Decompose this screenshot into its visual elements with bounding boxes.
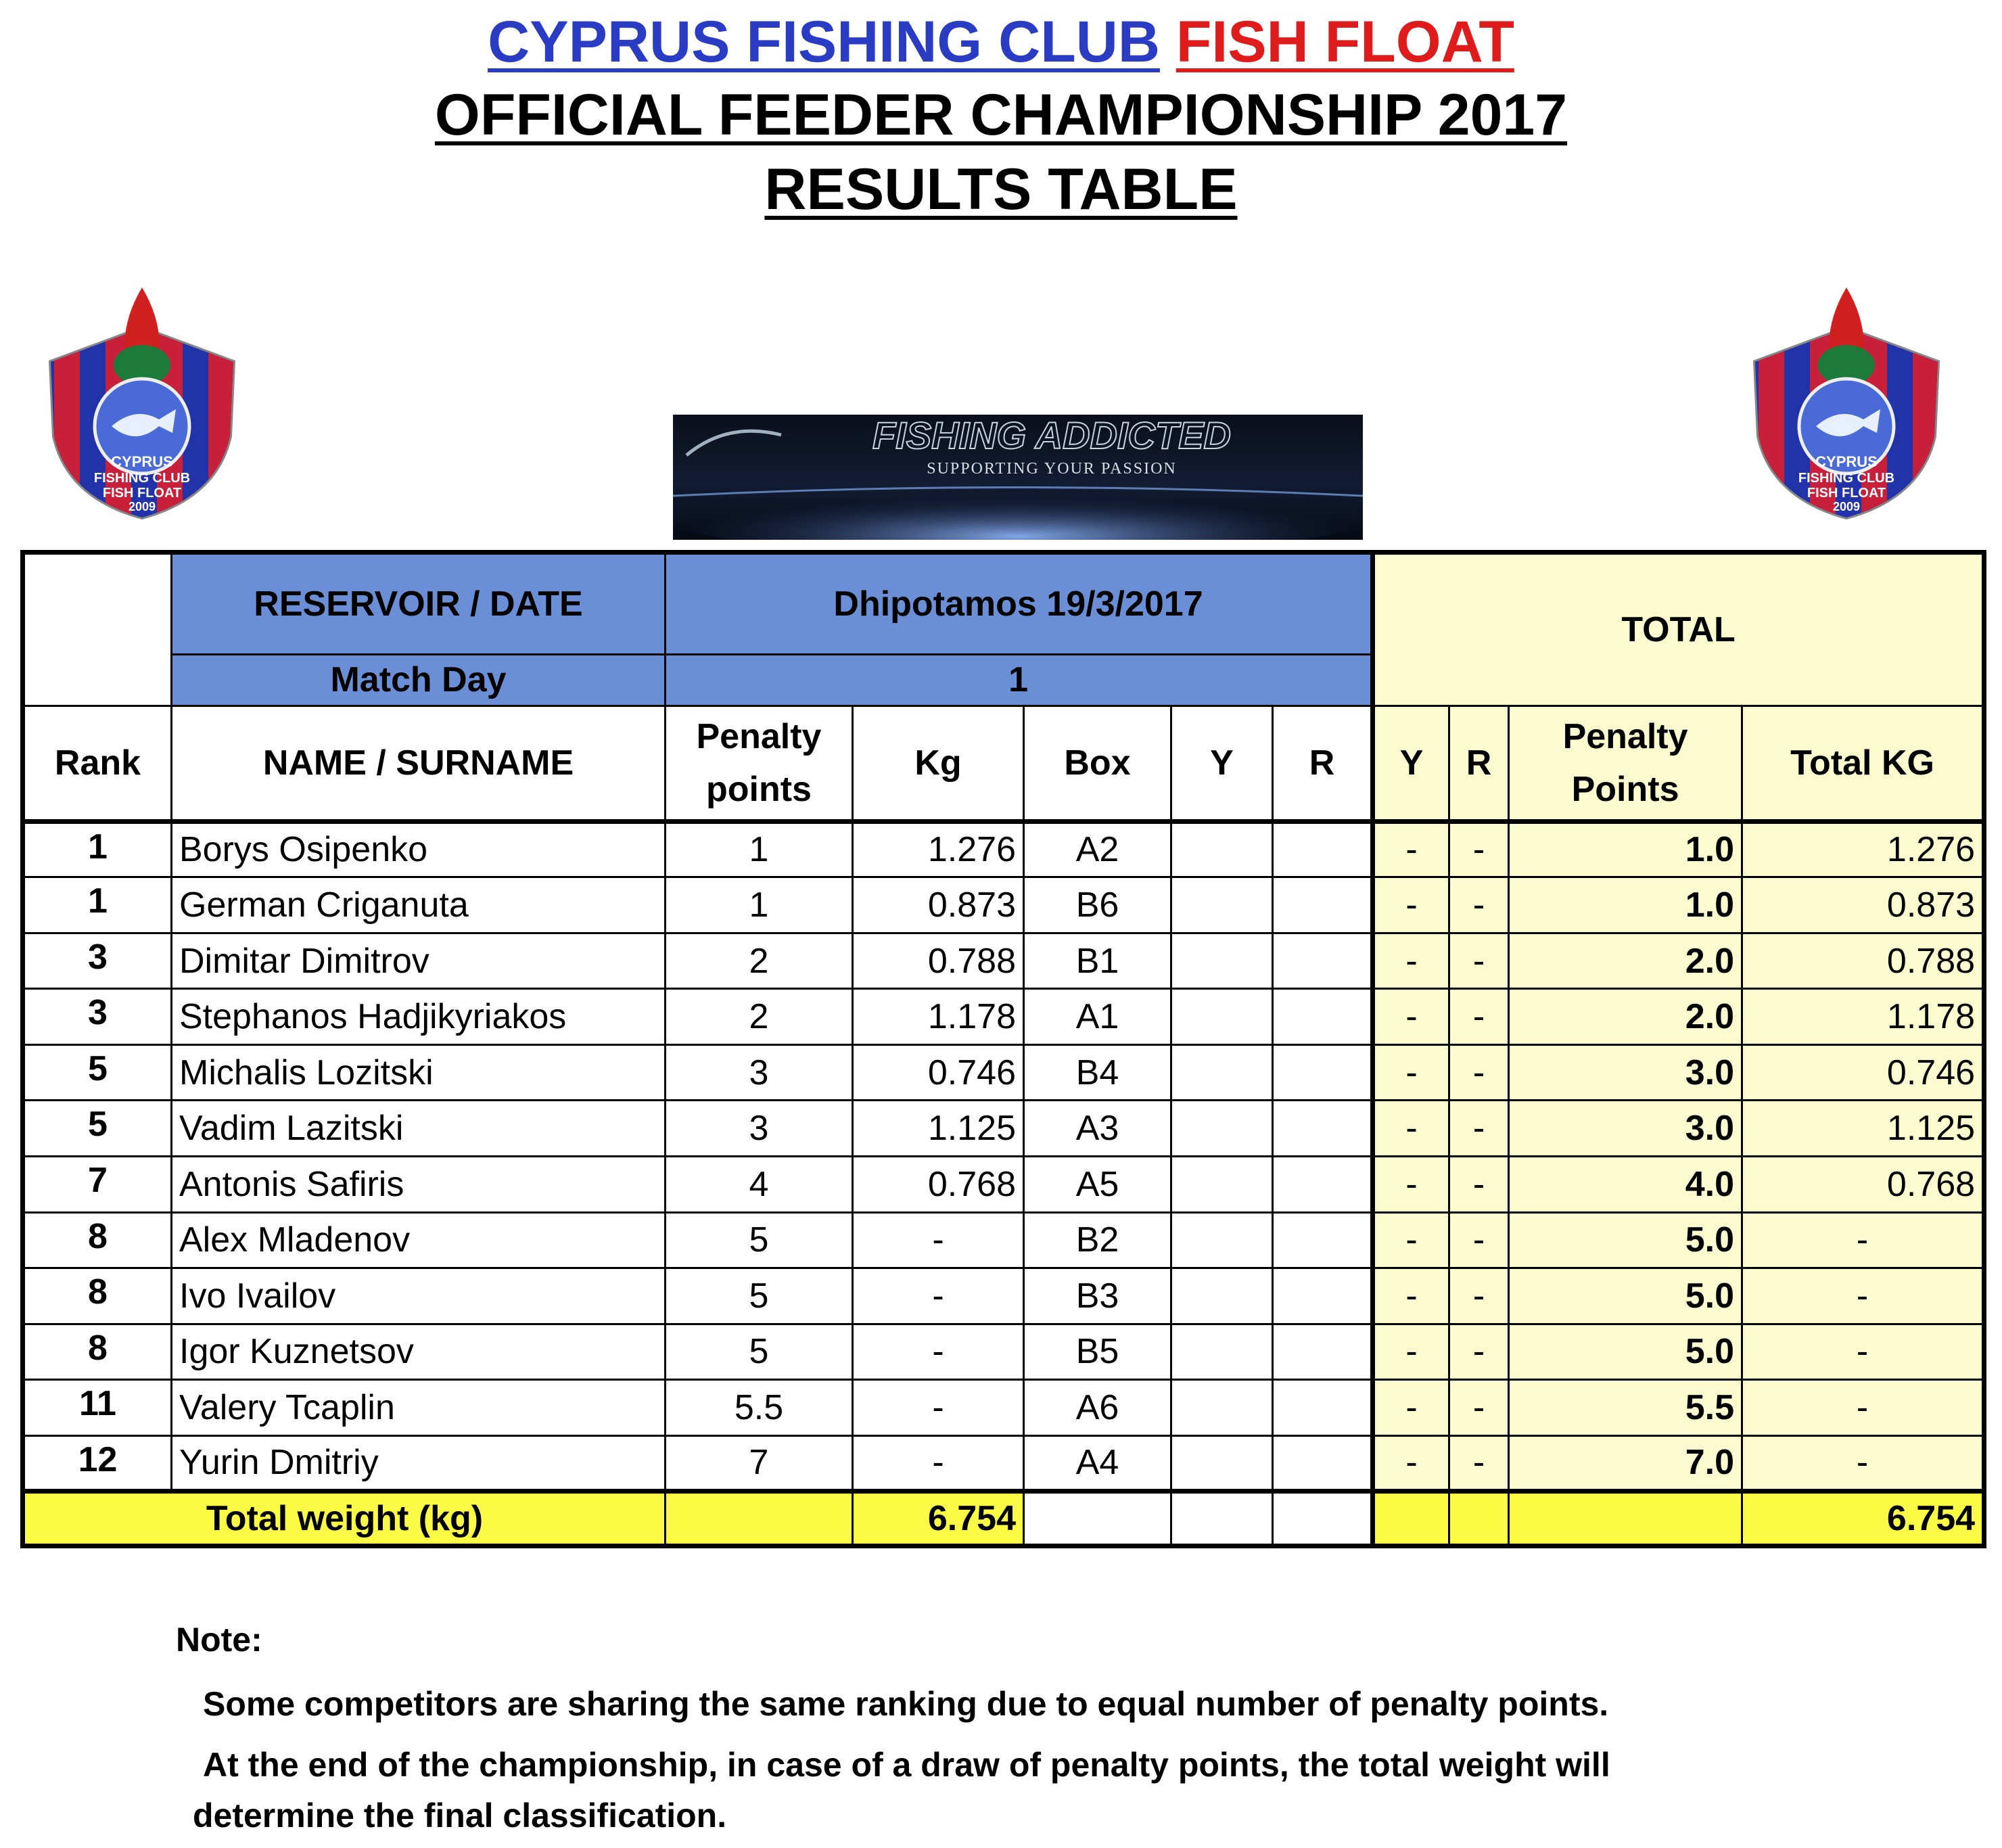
cell-penalty: 7 bbox=[666, 1435, 853, 1492]
logo-left-year: 2009 bbox=[128, 500, 156, 513]
cell-r bbox=[1273, 1435, 1373, 1492]
cell-total-kg: 0.768 bbox=[1742, 1156, 1984, 1212]
col-penalty-line1: Penalty bbox=[696, 716, 822, 756]
cell-r bbox=[1273, 1212, 1373, 1268]
column-header-row bbox=[23, 706, 1984, 821]
table-row bbox=[23, 821, 1984, 877]
cell-kg: - bbox=[853, 1380, 1024, 1436]
cell-r bbox=[1273, 1380, 1373, 1436]
cell-r bbox=[1273, 1324, 1373, 1380]
col-total-y: Y bbox=[1373, 706, 1449, 821]
cell-total-kg: - bbox=[1742, 1212, 1984, 1268]
cell-rank: 11 bbox=[23, 1380, 172, 1436]
cell-total-kg: - bbox=[1742, 1268, 1984, 1324]
cell-penalty: 3 bbox=[666, 1044, 853, 1101]
total-weight-blank bbox=[1171, 1492, 1273, 1546]
club-logo-left bbox=[41, 281, 243, 524]
cell-r bbox=[1273, 877, 1373, 933]
cell-total-penalty: 5.0 bbox=[1509, 1212, 1742, 1268]
cell-name: German Criganuta bbox=[172, 877, 666, 933]
cell-y bbox=[1171, 1044, 1273, 1101]
col-box: Box bbox=[1024, 706, 1171, 821]
cell-name: Vadim Lazitski bbox=[172, 1101, 666, 1157]
cell-y bbox=[1171, 1268, 1273, 1324]
cell-penalty: 5 bbox=[666, 1324, 853, 1380]
table-row bbox=[23, 1324, 1984, 1380]
table-row bbox=[23, 1044, 1984, 1101]
cell-box: A1 bbox=[1024, 989, 1171, 1045]
cell-total-r: - bbox=[1449, 1324, 1509, 1380]
cell-penalty: 1 bbox=[666, 821, 853, 877]
table-row bbox=[23, 1212, 1984, 1268]
logo-right-line3: FISH FLOAT bbox=[1807, 486, 1886, 501]
banner-tagline: SUPPORTING YOUR PASSION bbox=[927, 460, 1177, 478]
cell-y bbox=[1171, 1324, 1273, 1380]
cell-name: Stephanos Hadjikyriakos bbox=[172, 989, 666, 1045]
col-y: Y bbox=[1171, 706, 1273, 821]
cell-box: B2 bbox=[1024, 1212, 1171, 1268]
cell-rank: 5 bbox=[23, 1101, 172, 1157]
cell-total-r: - bbox=[1449, 1212, 1509, 1268]
cell-total-penalty: 5.0 bbox=[1509, 1324, 1742, 1380]
cell-total-penalty: 3.0 bbox=[1509, 1101, 1742, 1157]
col-penalty-line2: points bbox=[706, 769, 812, 809]
cell-total-y: - bbox=[1373, 1101, 1449, 1157]
cell-penalty: 2 bbox=[666, 989, 853, 1045]
sponsor-banner bbox=[673, 415, 1363, 540]
cell-total-y: - bbox=[1373, 1156, 1449, 1212]
header-row-reservoir bbox=[23, 553, 1984, 655]
table-row bbox=[23, 1268, 1984, 1324]
total-weight-blank bbox=[666, 1492, 853, 1546]
cell-total-penalty: 5.5 bbox=[1509, 1380, 1742, 1436]
cell-total-r: - bbox=[1449, 1380, 1509, 1436]
col-total-penalty-line1: Penalty bbox=[1562, 716, 1688, 756]
col-total-kg: Total KG bbox=[1742, 706, 1984, 821]
cell-name: Borys Osipenko bbox=[172, 821, 666, 877]
cell-r bbox=[1273, 989, 1373, 1045]
table-row bbox=[23, 933, 1984, 989]
cell-kg: 1.178 bbox=[853, 989, 1024, 1045]
club-title bbox=[0, 7, 2002, 77]
cell-total-penalty: 2.0 bbox=[1509, 989, 1742, 1045]
cell-rank: 1 bbox=[23, 877, 172, 933]
cell-kg: 0.746 bbox=[853, 1044, 1024, 1101]
table-row bbox=[23, 1156, 1984, 1212]
cell-box: B5 bbox=[1024, 1324, 1171, 1380]
cell-rank: 1 bbox=[23, 821, 172, 877]
cell-total-kg: 0.873 bbox=[1742, 877, 1984, 933]
cell-kg: - bbox=[853, 1268, 1024, 1324]
cell-total-r: - bbox=[1449, 1101, 1509, 1157]
cell-rank: 12 bbox=[23, 1435, 172, 1492]
col-penalty bbox=[666, 706, 853, 821]
cell-name: Antonis Safiris bbox=[172, 1156, 666, 1212]
total-weight-total-kg: 6.754 bbox=[1742, 1492, 1984, 1546]
logo-left-line1: CYPRUS bbox=[111, 453, 173, 470]
cell-name: Alex Mladenov bbox=[172, 1212, 666, 1268]
cell-name: Valery Tcaplin bbox=[172, 1380, 666, 1436]
note-heading: Note: bbox=[176, 1621, 262, 1659]
cell-kg: - bbox=[853, 1324, 1024, 1380]
club-logo-right bbox=[1745, 281, 1948, 524]
cell-penalty: 5.5 bbox=[666, 1380, 853, 1436]
cell-r bbox=[1273, 933, 1373, 989]
table-row bbox=[23, 989, 1984, 1045]
logo-left-line3: FISH FLOAT bbox=[102, 486, 182, 501]
cell-total-kg: 0.788 bbox=[1742, 933, 1984, 989]
cell-name: Yurin Dmitriy bbox=[172, 1435, 666, 1492]
total-weight-blank bbox=[1273, 1492, 1373, 1546]
cell-kg: 1.125 bbox=[853, 1101, 1024, 1157]
col-total-penalty-line2: Points bbox=[1571, 769, 1679, 809]
cell-total-r: - bbox=[1449, 933, 1509, 989]
cell-total-y: - bbox=[1373, 877, 1449, 933]
cell-total-r: - bbox=[1449, 1156, 1509, 1212]
logo-right-line2: FISHING CLUB bbox=[1798, 471, 1895, 486]
results-subtitle: RESULTS TABLE bbox=[764, 157, 1238, 222]
cell-name: Igor Kuznetsov bbox=[172, 1324, 666, 1380]
cell-y bbox=[1171, 1212, 1273, 1268]
cell-r bbox=[1273, 1268, 1373, 1324]
total-weight-blank bbox=[1509, 1492, 1742, 1546]
col-total-r: R bbox=[1449, 706, 1509, 821]
cell-name: Ivo Ivailov bbox=[172, 1268, 666, 1324]
cell-penalty: 1 bbox=[666, 877, 853, 933]
cell-total-penalty: 1.0 bbox=[1509, 821, 1742, 877]
cell-penalty: 4 bbox=[666, 1156, 853, 1212]
logo-right-year: 2009 bbox=[1832, 500, 1861, 513]
cell-total-kg: 1.125 bbox=[1742, 1101, 1984, 1157]
results-table bbox=[20, 550, 1986, 1548]
col-name: NAME / SURNAME bbox=[172, 706, 666, 821]
total-weight-row bbox=[23, 1492, 1984, 1546]
cell-total-r: - bbox=[1449, 821, 1509, 877]
championship-name: OFFICIAL FEEDER CHAMPIONSHIP 2017 bbox=[434, 83, 1568, 147]
note-line-2: At the end of the championship, in case of a draw of penalty points, the total weight will bbox=[203, 1746, 1610, 1784]
cell-penalty: 5 bbox=[666, 1212, 853, 1268]
cell-y bbox=[1171, 1156, 1273, 1212]
col-rank: Rank bbox=[23, 706, 172, 821]
cell-rank: 8 bbox=[23, 1212, 172, 1268]
cell-r bbox=[1273, 1044, 1373, 1101]
championship-title bbox=[0, 80, 2002, 150]
cell-box: A6 bbox=[1024, 1380, 1171, 1436]
cell-kg: 0.768 bbox=[853, 1156, 1024, 1212]
note-line-3: determine the final classification. bbox=[193, 1797, 727, 1834]
cell-penalty: 2 bbox=[666, 933, 853, 989]
cell-penalty: 3 bbox=[666, 1101, 853, 1157]
cell-total-y: - bbox=[1373, 989, 1449, 1045]
col-total-penalty bbox=[1509, 706, 1742, 821]
table-row bbox=[23, 1101, 1984, 1157]
rank-header-spacer bbox=[23, 553, 172, 706]
cell-total-y: - bbox=[1373, 1380, 1449, 1436]
total-weight-kg: 6.754 bbox=[853, 1492, 1024, 1546]
cell-total-kg: 1.276 bbox=[1742, 821, 1984, 877]
cell-total-y: - bbox=[1373, 1212, 1449, 1268]
cell-total-y: - bbox=[1373, 821, 1449, 877]
cell-kg: - bbox=[853, 1212, 1024, 1268]
cell-r bbox=[1273, 1156, 1373, 1212]
cell-r bbox=[1273, 1101, 1373, 1157]
cell-kg: - bbox=[853, 1435, 1024, 1492]
cell-total-penalty: 3.0 bbox=[1509, 1044, 1742, 1101]
cell-kg: 0.788 bbox=[853, 933, 1024, 989]
club-suffix: FISH FLOAT bbox=[1175, 9, 1514, 74]
cell-total-penalty: 7.0 bbox=[1509, 1435, 1742, 1492]
cell-y bbox=[1171, 1101, 1273, 1157]
cell-total-r: - bbox=[1449, 1435, 1509, 1492]
reservoir-label: RESERVOIR / DATE bbox=[172, 553, 666, 655]
cell-total-kg: - bbox=[1742, 1435, 1984, 1492]
cell-total-penalty: 2.0 bbox=[1509, 933, 1742, 989]
cell-name: Dimitar Dimitrov bbox=[172, 933, 666, 989]
cell-total-r: - bbox=[1449, 989, 1509, 1045]
cell-rank: 5 bbox=[23, 1044, 172, 1101]
cell-y bbox=[1171, 1435, 1273, 1492]
club-name: CYPRUS FISHING CLUB bbox=[488, 9, 1160, 74]
cell-total-kg: 0.746 bbox=[1742, 1044, 1984, 1101]
banner-brand: FISHING ADDICTED bbox=[872, 415, 1231, 457]
cell-total-kg: - bbox=[1742, 1324, 1984, 1380]
cell-kg: 1.276 bbox=[853, 821, 1024, 877]
table-row bbox=[23, 1435, 1984, 1492]
total-weight-blank bbox=[1024, 1492, 1171, 1546]
table-row bbox=[23, 1380, 1984, 1436]
results-title bbox=[0, 154, 2002, 225]
cell-rank: 8 bbox=[23, 1324, 172, 1380]
cell-y bbox=[1171, 877, 1273, 933]
matchday-label: Match Day bbox=[172, 655, 666, 706]
total-header: TOTAL bbox=[1373, 553, 1984, 706]
cell-box: A4 bbox=[1024, 1435, 1171, 1492]
matchday-value: 1 bbox=[666, 655, 1373, 706]
col-kg: Kg bbox=[853, 706, 1024, 821]
cell-total-penalty: 5.0 bbox=[1509, 1268, 1742, 1324]
cell-total-r: - bbox=[1449, 1044, 1509, 1101]
cell-name: Michalis Lozitski bbox=[172, 1044, 666, 1101]
table-row bbox=[23, 877, 1984, 933]
cell-total-penalty: 1.0 bbox=[1509, 877, 1742, 933]
cell-y bbox=[1171, 1380, 1273, 1436]
cell-y bbox=[1171, 933, 1273, 989]
cell-total-kg: - bbox=[1742, 1380, 1984, 1436]
logo-left-line2: FISHING CLUB bbox=[93, 471, 191, 486]
total-weight-blank bbox=[1373, 1492, 1449, 1546]
cell-total-r: - bbox=[1449, 877, 1509, 933]
cell-total-kg: 1.178 bbox=[1742, 989, 1984, 1045]
total-weight-blank bbox=[1449, 1492, 1509, 1546]
cell-box: A5 bbox=[1024, 1156, 1171, 1212]
cell-box: A2 bbox=[1024, 821, 1171, 877]
cell-rank: 7 bbox=[23, 1156, 172, 1212]
cell-total-y: - bbox=[1373, 1435, 1449, 1492]
cell-total-y: - bbox=[1373, 1324, 1449, 1380]
cell-y bbox=[1171, 989, 1273, 1045]
cell-total-r: - bbox=[1449, 1268, 1509, 1324]
col-r: R bbox=[1273, 706, 1373, 821]
cell-penalty: 5 bbox=[666, 1268, 853, 1324]
cell-total-y: - bbox=[1373, 1268, 1449, 1324]
cell-y bbox=[1171, 821, 1273, 877]
cell-box: B3 bbox=[1024, 1268, 1171, 1324]
total-weight-label: Total weight (kg) bbox=[23, 1492, 666, 1546]
cell-rank: 3 bbox=[23, 989, 172, 1045]
cell-box: B6 bbox=[1024, 877, 1171, 933]
cell-total-y: - bbox=[1373, 1044, 1449, 1101]
cell-rank: 8 bbox=[23, 1268, 172, 1324]
logo-right-line1: CYPRUS bbox=[1815, 453, 1878, 470]
cell-box: A3 bbox=[1024, 1101, 1171, 1157]
cell-rank: 3 bbox=[23, 933, 172, 989]
cell-box: B4 bbox=[1024, 1044, 1171, 1101]
cell-kg: 0.873 bbox=[853, 877, 1024, 933]
reservoir-value: Dhipotamos 19/3/2017 bbox=[666, 553, 1373, 655]
cell-total-penalty: 4.0 bbox=[1509, 1156, 1742, 1212]
cell-r bbox=[1273, 821, 1373, 877]
cell-box: B1 bbox=[1024, 933, 1171, 989]
cell-total-y: - bbox=[1373, 933, 1449, 989]
note-line-1: Some competitors are sharing the same ranking due to equal number of penalty points. bbox=[203, 1685, 1609, 1723]
